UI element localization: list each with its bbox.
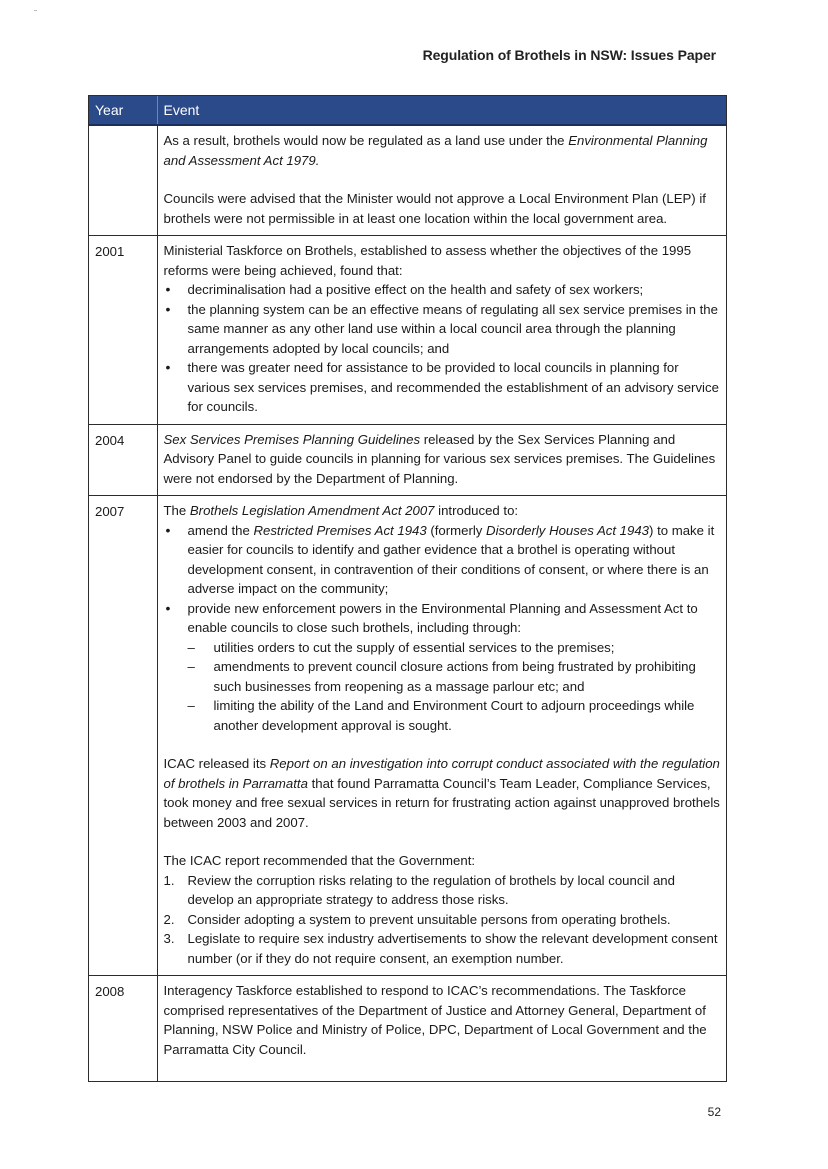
guidelines-title: Sex Services Premises Planning Guidelines [163,431,421,447]
text-run: introduced to: [434,503,519,518]
table-row [89,976,726,1082]
text-run: ICAC released its [163,756,270,771]
paragraph: Councils were advised that the Minister would not approve a Local Environment Plan (LEP) if brothels were not permissible in at least one location within the local government area. [163,191,706,226]
paragraph [164,501,721,521]
text-run: that found Parramatta Council’s Team Leader, Compliance Services, took money and free sexual services in return for frustrating action against unapproved brothels between 2003 and 2007. [163,775,720,830]
event-cell [157,424,726,496]
running-header: Regulation of Brothels in NSW: Issues Paper [422,47,716,63]
sub-list-item: – amendments to prevent council closure actions from being frustrated by prohibiting such businesses from reopening as a massage parlour etc; and [188,657,721,696]
text-run: Consider adopting a system to prevent unsuitable persons from operating brothels. [187,911,671,927]
list-item [164,929,721,968]
scan-artifact [34,10,37,11]
paragraph: Ministerial Taskforce on Brothels, established to assess whether the objectives of the 1995 reforms were being achieved, found that: [163,243,692,278]
list-number: 3. [163,931,175,946]
report-title: Report on an investigation into corrupt conduct associated with the regulation of brothels in Parramatta [163,756,720,791]
sub-list-item: – utilities orders to cut the supply of essential services to the premises; [188,638,721,658]
year-cell: 2004 [89,424,157,496]
bullet-list [164,521,721,736]
year-cell: 2001 [89,236,157,425]
text-run: provide new enforcement powers in the Environmental Planning and Assessment Act to enable councils to close such brothels, including through: [187,600,698,635]
text-run: Legislate to require sex industry advertisements to show the relevant development consent number (or if they do not require consent, an exemption number. [187,931,718,966]
text-run: released by the Sex Services Planning and Advisory Panel to guide councils in planning for various sex services premises. The Guidelines were not endorsed by the Department of Planning. [163,431,716,486]
text-run: (formerly [426,522,487,538]
event-cell [157,125,726,236]
act-title: Disorderly Houses Act 1943 [486,522,650,538]
list-item: • the planning system can be an effective means of regulating all sex service premises in the same manner as any other land use within a local council area through the planning arrangements adopted by local councils; and [164,300,721,359]
events-table [88,95,727,1082]
event-cell [157,976,726,1082]
year-cell: 2008 [89,976,157,1082]
column-header-event: Event [157,96,726,126]
paragraph: The ICAC report recommended that the Government: [163,853,476,868]
list-item [164,521,721,599]
column-header-year: Year [89,96,157,126]
paragraph [164,754,721,832]
text-run: As a result, brothels would now be regulated as a land use under the [163,133,569,148]
numbered-list [164,871,721,969]
sub-list-item: – limiting the ability of the Land and Environment Court to adjourn proceedings while another development approval is sought. [188,696,721,735]
paragraph [164,430,721,489]
paragraph [164,131,721,170]
page-number: 52 [707,1105,721,1119]
list-item [164,871,721,910]
list-number: 2. [163,911,175,927]
act-title: Environmental Planning and Assessment Act 1979. [163,133,708,168]
dash-list [188,638,721,736]
list-number: 1. [163,872,175,888]
event-cell [157,496,726,976]
table-header-row [89,96,726,126]
year-cell [89,125,157,236]
table-row [89,424,726,496]
list-item [164,599,721,736]
event-cell [157,236,726,425]
bullet-list [164,280,721,417]
list-item [164,910,721,930]
table-row [89,236,726,425]
text-run: Review the corruption risks relating to the regulation of brothels by local council and develop an appropriate strategy to address those risks. [187,872,675,907]
paragraph: Interagency Taskforce established to respond to ICAC’s recommendations. The Taskforce comprised representatives of the Department of Justice and Attorney General, Department of Planning, NSW Police and Ministry of Police, DPC, Department of Local Government and the Parramatta City Council. [163,983,707,1057]
text-run: The [163,503,190,518]
act-title: Restricted Premises Act 1943 [253,522,427,538]
list-item: • decriminalisation had a positive effect on the health and safety of sex workers; [164,280,721,300]
text-run: ) to make it easier for councils to identify and gather evidence that a brothel is operating without development consent, in contravention of their conditions of consent, or where there is an adverse impact on the community; [187,522,715,596]
list-item: • there was greater need for assistance to be provided to local councils in planning for various sex services premises, and recommended the establishment of an advisory service for councils. [164,358,721,417]
table-row [89,125,726,236]
year-cell: 2007 [89,496,157,976]
text-run: amend the [187,522,254,538]
table-row [89,496,726,976]
act-title: Brothels Legislation Amendment Act 2007 [189,503,435,518]
